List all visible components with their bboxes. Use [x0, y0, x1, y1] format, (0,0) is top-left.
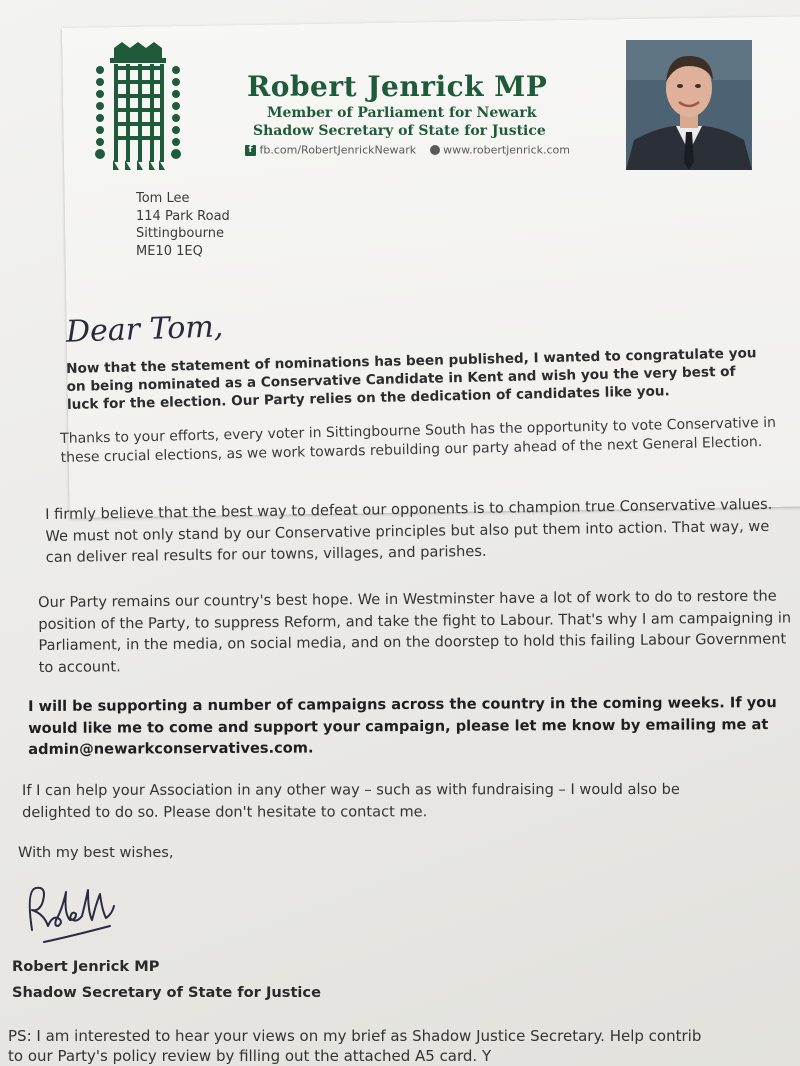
body-paragraph-congratulations: Now that the statement of nominations has been published, I wanted to congratulate you on being nominated as a Conservative Candidate in Kent and wish you the very best of luck for the election. Our Party relies on the dedication of candidates like you. [66, 345, 757, 413]
contact-links [245, 143, 605, 157]
body-paragraph-association-help [22, 779, 800, 823]
role-line: Shadow Secretary of State for Justice [253, 123, 546, 139]
website-link: www.robertjenrick.com [443, 143, 570, 157]
signatory-title: Shadow Secretary of State for Justice [12, 984, 321, 1001]
signatory-name: Robert Jenrick MP [12, 958, 160, 975]
portcullis-icon [92, 42, 184, 170]
association-help-line-1: If I can help your Association in any other way – such as with fundraising – I would also be [22, 780, 680, 799]
postscript-line-1: PS: I am interested to hear your views on my brief as Shadow Justice Secretary. Help contrib [8, 1027, 702, 1045]
handwritten-signature [22, 880, 132, 952]
body-paragraph-campaign-support: I will be supporting a number of campaigns across the country in the coming weeks. If you would like me to come and support your campaign, please let me know by emailing me at admin@newarkconservatives.com. [28, 694, 777, 758]
letterhead [245, 70, 605, 157]
constituency-line: Member of Parliament for Newark [267, 105, 537, 121]
mp-name-heading: Robert Jenrick MP [247, 70, 548, 103]
closing-line: With my best wishes, [18, 844, 174, 861]
body-paragraph-party-hope: Our Party remains our country's best hope. We in Westminster have a lot of work to do to restore the position of the Party, to suppress Reform, and take the fight to Labour. That's why I am campaigning in Parliament, in the media, on social media, and on the doorstep to hold this failing Labour Government to account. [38, 587, 792, 676]
recipient-name: Tom Lee [136, 191, 190, 206]
globe-icon [430, 145, 440, 155]
handwritten-salutation: Dear Tom, [65, 309, 224, 350]
recipient-town: Sittingbourne [136, 226, 224, 241]
mp-portrait-photo [626, 40, 752, 170]
facebook-link: fb.com/RobertJenrickNewark [259, 143, 417, 157]
recipient-postcode: ME10 1EQ [136, 243, 203, 259]
recipient-street: 114 Park Road [136, 208, 230, 224]
body-paragraph-efforts: Thanks to your efforts, every voter in Sittingbourne South has the opportunity to vote Conservative in these crucial elections, as we work towards rebuilding our party ahead of the next General Election. [60, 414, 777, 466]
postscript [8, 1026, 800, 1066]
body-paragraph-values: I firmly believe that the best way to defeat our opponents is to champion true Conservative values. We must not only stand by our Conservative principles but also put them into action. That way, we can deliver real results for our towns, villages, and parishes. [45, 495, 773, 566]
association-help-line-2: delighted to do so. Please don't hesitate to contact me. [22, 802, 428, 821]
postscript-line-2: to our Party's policy review by filling out the attached A5 card. Y [8, 1047, 492, 1065]
recipient-address [136, 190, 230, 260]
facebook-icon: f [245, 145, 256, 156]
